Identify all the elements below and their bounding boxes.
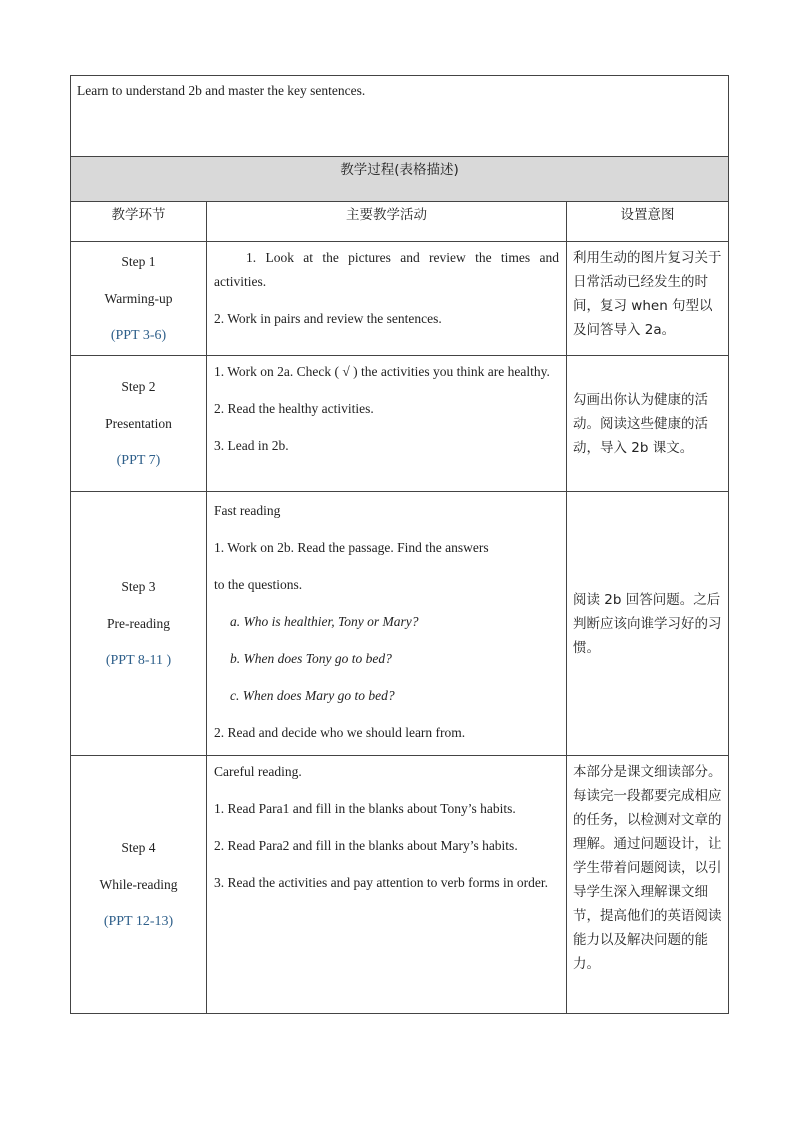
step-stage: Presentation: [105, 416, 172, 431]
step-stage: While-reading: [99, 877, 178, 892]
activity-item: 1. Work on 2b. Read the passage. Find the answers: [214, 540, 489, 555]
step-cell-1: [71, 242, 207, 356]
activity-item: 3. Read the activities and pay attention to verb forms in order.: [214, 875, 549, 890]
column-header-row: [71, 202, 729, 242]
step-row-1: [71, 242, 729, 356]
section-title: 教学过程(表格描述): [71, 157, 729, 202]
intent-cell-2: 勾画出你认为健康的活动。阅读这些健康的活动，导入 2b 课文。: [567, 356, 729, 492]
step-row-4: [71, 756, 729, 1014]
lesson-plan-table: [70, 75, 729, 1014]
objective-row: [71, 76, 729, 157]
question-item: b. When does Tony go to bed?: [230, 651, 392, 666]
header-stage: 教学环节: [71, 202, 207, 242]
step-ppt: (PPT 8-11 ): [105, 653, 172, 668]
step-ppt: (PPT 3-6): [110, 328, 167, 343]
question-item: a. Who is healthier, Tony or Mary?: [230, 614, 419, 629]
step-cell-3: [71, 492, 207, 756]
careful-reading-label: Careful reading.: [214, 764, 302, 779]
question-item: c. When does Mary go to bed?: [230, 688, 395, 703]
activity-cell-4: [207, 756, 567, 1014]
activity-item: 2. Read the healthy activities.: [214, 401, 374, 416]
objective-text: Learn to understand 2b and master the key sentences.: [71, 76, 729, 157]
step-name: Step 4: [121, 840, 156, 855]
activity-item: 3. Lead in 2b.: [214, 438, 289, 453]
activity-cell-1: [207, 242, 567, 356]
step-cell-4: [71, 756, 207, 1014]
activity-item: 2. Read and decide who we should learn from.: [214, 725, 466, 740]
activity-item: 1. Read Para1 and fill in the blanks about Tony’s habits.: [214, 801, 516, 816]
step-ppt: (PPT 7): [116, 453, 161, 468]
activity-item: to the questions.: [214, 577, 303, 592]
activity-item: 2. Read Para2 and fill in the blanks about Mary’s habits.: [214, 838, 518, 853]
step-row-2: [71, 356, 729, 492]
section-header-row: [71, 157, 729, 202]
step-ppt: (PPT 12-13): [103, 914, 174, 929]
activity-item: 1. Look at the pictures and review the times and activities.: [214, 250, 559, 289]
step-stage: Pre-reading: [107, 616, 170, 631]
intent-cell-1: 利用生动的图片复习关于日常活动已经发生的时间，复习 when 句型以及问答导入 2a。: [567, 242, 729, 356]
step-name: Step 3: [121, 579, 156, 594]
header-intent: 设置意图: [567, 202, 729, 242]
step-name: Step 2: [121, 379, 156, 394]
activity-item: 1. Work on 2a. Check ( √ ) the activities you think are healthy.: [214, 364, 550, 379]
header-activities: 主要教学活动: [207, 202, 567, 242]
step-cell-2: [71, 356, 207, 492]
activity-item: 2. Work in pairs and review the sentences.: [214, 311, 442, 326]
step-stage: Warming-up: [104, 291, 173, 306]
activity-cell-2: [207, 356, 567, 492]
step-name: Step 1: [121, 254, 156, 269]
intent-cell-4: 本部分是课文细读部分。每读完一段都要完成相应的任务，以检测对文章的理解。通过问题设计，让学生带着问题阅读，以引导学生深入理解课文细节，提高他们的英语阅读能力以及解决问题的能力。: [567, 756, 729, 1014]
fast-reading-label: Fast reading: [214, 503, 281, 518]
step-row-3: [71, 492, 729, 756]
intent-cell-3: 阅读 2b 回答问题。之后判断应该向谁学习好的习惯。: [567, 492, 729, 756]
activity-cell-3: [207, 492, 567, 756]
